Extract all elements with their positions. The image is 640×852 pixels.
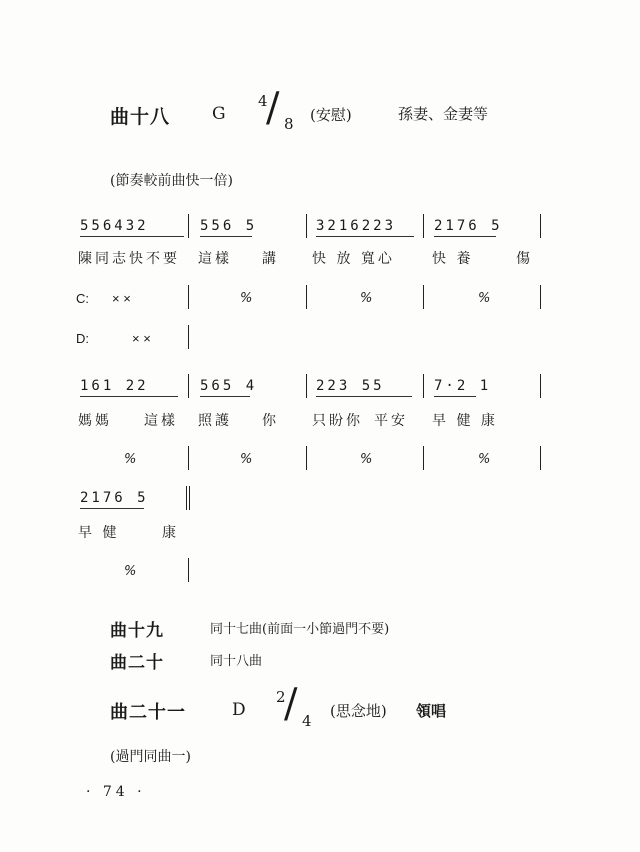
l2-lyric: 你 xyxy=(262,413,279,429)
barline xyxy=(540,285,541,309)
song18-meter-slash: / xyxy=(266,85,280,131)
l1-lyric: 陳同志快不要 xyxy=(78,251,180,267)
repeat-sign: % xyxy=(360,452,373,467)
l3-lyric: 康 xyxy=(162,525,179,541)
l2-m2-text: 565 4 xyxy=(200,378,258,394)
l1-m4-underline xyxy=(434,236,496,237)
d-part-label: D: xyxy=(76,331,89,346)
song18-title: 曲十八 xyxy=(110,106,171,128)
l2-m2-underline xyxy=(200,396,250,397)
l3-m1-notes: 2176 5 xyxy=(80,490,149,506)
barline xyxy=(188,558,189,582)
l1-m2-notes: 556 5 xyxy=(200,218,258,234)
l2-m4-notes: 7·2 1 xyxy=(434,378,492,394)
repeat-sign: % xyxy=(360,291,373,306)
l2-m2-notes xyxy=(200,378,257,394)
l2-lyric: 早 健 康 xyxy=(432,413,498,429)
barline xyxy=(540,374,541,398)
l3-lyric: 早 健 xyxy=(78,525,120,541)
song18-meter-top: 4 xyxy=(258,92,268,110)
d-part-x: × × xyxy=(132,331,151,346)
song18-tempo-note: (節奏較前曲快一倍) xyxy=(110,173,233,189)
barline xyxy=(186,486,187,510)
l1-m3-underline xyxy=(316,236,414,237)
repeat-sign: % xyxy=(478,291,491,306)
l1-m4-notes: 2176 5 xyxy=(434,218,503,234)
l1-lyric: 快 放 寬心 xyxy=(312,251,395,267)
song20-title: 曲二十 xyxy=(110,653,164,673)
l2-m3-underline xyxy=(316,396,412,397)
l2-m3-notes: 223 55 xyxy=(316,378,385,394)
barline xyxy=(540,214,541,238)
barline xyxy=(306,374,307,398)
l2-lyric: 這樣 xyxy=(144,413,178,429)
song21-role: 領唱 xyxy=(416,702,447,720)
barline xyxy=(188,325,189,349)
song21-mood: (思念地) xyxy=(330,702,387,720)
l2-m1-notes: 161 22 xyxy=(80,378,149,394)
l2-m4-underline xyxy=(434,396,476,397)
song21-intro-note: (過門同曲一) xyxy=(110,749,191,765)
l1-m1-underline xyxy=(80,236,184,237)
l3-m1-underline xyxy=(80,508,144,509)
l1-lyric: 傷 xyxy=(516,251,533,267)
song18-mood: (安慰) xyxy=(310,106,352,124)
l2-m1-underline xyxy=(80,396,178,397)
barline xyxy=(423,214,424,238)
page-number: · 74 · xyxy=(86,784,146,800)
barline xyxy=(306,285,307,309)
l1-m1-notes: 556432 xyxy=(80,218,149,234)
repeat-sign: % xyxy=(124,452,137,467)
l2-lyric: 只盼你 xyxy=(312,413,363,429)
song19-desc: 同十七曲(前面一小節過門不要) xyxy=(210,622,390,637)
barline xyxy=(188,374,189,398)
song21-meter-top: 2 xyxy=(276,688,286,706)
repeat-sign: % xyxy=(124,564,137,579)
repeat-sign: % xyxy=(240,452,253,467)
barline xyxy=(306,446,307,470)
l2-lyric: 照護 xyxy=(198,413,232,429)
song20-desc: 同十八曲 xyxy=(210,654,263,669)
l1-m2-notes-b xyxy=(200,218,257,234)
l1-lyric: 快 養 xyxy=(432,251,474,267)
barline xyxy=(306,214,307,238)
l1-m2-underline xyxy=(200,236,252,237)
barline xyxy=(188,285,189,309)
c-part-label: C: xyxy=(76,291,89,306)
song18-key: G xyxy=(212,104,226,124)
l1-lyric: 講 xyxy=(262,251,279,267)
barline xyxy=(423,285,424,309)
song18-singers: 孫妻、金妻等 xyxy=(398,105,489,123)
barline-final xyxy=(189,486,190,510)
c-part-x: × × xyxy=(112,291,131,306)
barline xyxy=(540,446,541,470)
song18-meter-bottom: 8 xyxy=(284,115,294,133)
l1-lyric: 這樣 xyxy=(198,251,232,267)
song19-title: 曲十九 xyxy=(110,621,164,641)
barline xyxy=(188,446,189,470)
l1-m3-notes: 3216223 xyxy=(316,218,397,234)
barline xyxy=(423,446,424,470)
barline xyxy=(188,214,189,238)
barline xyxy=(423,374,424,398)
repeat-sign: % xyxy=(478,452,491,467)
l2-lyric: 平安 xyxy=(374,413,408,429)
repeat-sign: % xyxy=(240,291,253,306)
song21-meter-slash: / xyxy=(284,681,298,727)
song21-title: 曲二十一 xyxy=(110,702,186,723)
song21-key: D xyxy=(232,700,246,720)
l2-lyric: 媽媽 xyxy=(78,413,112,429)
song21-meter-bottom: 4 xyxy=(302,712,312,730)
